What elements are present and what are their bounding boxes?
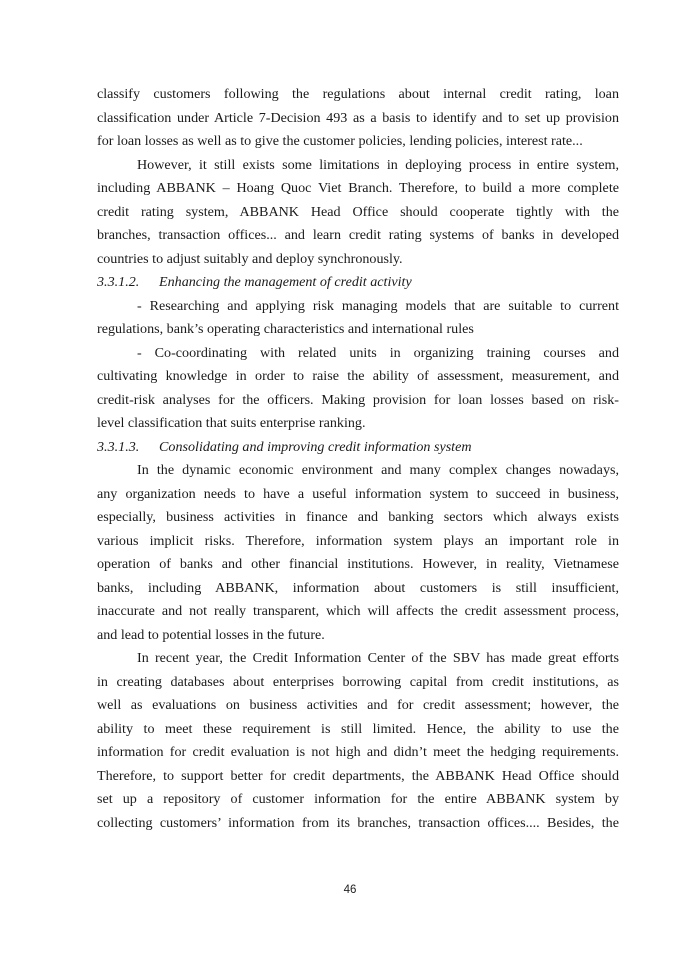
text-line: regulations, bank’s operating characteristics and international rules bbox=[97, 321, 474, 337]
text-line: cultivating knowledge in order to raise the ability of assessment, measurement, and bbox=[97, 368, 619, 384]
text-line: credit-risk analyses for the officers. Making provision for loan losses based on risk- bbox=[97, 391, 619, 408]
paragraph-5 bbox=[97, 459, 619, 647]
text-line: banks, including ABBANK, information about customers is still insufficient, bbox=[97, 579, 619, 596]
page-number: 46 bbox=[343, 884, 357, 896]
section-heading-3-3-1-3 bbox=[97, 436, 619, 460]
text-line: level classification that suits enterprise ranking. bbox=[97, 415, 366, 431]
paragraph-1 bbox=[97, 83, 619, 154]
text-line: operation of banks and other financial institutions. However, in reality, Vietnamese bbox=[97, 556, 619, 572]
paragraph-4 bbox=[97, 342, 619, 436]
text-line: credit rating system, ABBANK Head Office should cooperate tightly with the bbox=[97, 203, 619, 220]
section-title: Enhancing the management of credit activity bbox=[159, 274, 412, 290]
section-heading-3-3-1-2 bbox=[97, 271, 619, 295]
text-line: set up a repository of customer information for the entire ABBANK system by bbox=[97, 791, 619, 807]
text-line: classify customers following the regulations about internal credit rating, loan bbox=[97, 86, 619, 102]
text-line: - Co-coordinating with related units in organizing training courses and bbox=[137, 344, 619, 361]
text-line: including ABBANK – Hoang Quoc Viet Branch. Therefore, to build a more complete bbox=[97, 180, 619, 196]
text-line: In recent year, the Credit Information Center of the SBV has made great efforts bbox=[137, 650, 619, 666]
text-line: any organization needs to have a useful information system to succeed in business, bbox=[97, 485, 619, 502]
text-line: countries to adjust suitably and deploy synchronously. bbox=[97, 250, 403, 267]
paragraph-2 bbox=[97, 154, 619, 272]
text-line: in creating databases about enterprises borrowing capital from credit institutions, as bbox=[97, 673, 619, 690]
paragraph-3 bbox=[97, 295, 619, 342]
text-line: inaccurate and not really transparent, which will affects the credit assessment process, bbox=[97, 603, 619, 619]
text-line: branches, transaction offices... and learn credit rating systems of banks in developed bbox=[97, 227, 619, 243]
text-line: ability to meet these requirement is still limited. Hence, the ability to use the bbox=[97, 720, 619, 737]
text-line: and lead to potential losses in the future. bbox=[97, 626, 325, 643]
text-line: collecting customers’ information from its branches, transaction offices.... Besides, the bbox=[97, 814, 619, 831]
text-line: Therefore, to support better for credit departments, the ABBANK Head Office should bbox=[97, 767, 619, 784]
paragraph-6 bbox=[97, 647, 619, 835]
section-number: 3.3.1.2. bbox=[97, 274, 140, 290]
text-line: especially, business activities in finance and banking sectors which always exists bbox=[97, 509, 619, 525]
text-line: for loan losses as well as to give the customer policies, lending policies, interest rate... bbox=[97, 133, 583, 149]
section-number: 3.3.1.3. bbox=[97, 438, 140, 455]
section-title: Consolidating and improving credit information system bbox=[159, 438, 472, 455]
text-line: - Researching and applying risk managing models that are suitable to current bbox=[137, 297, 619, 314]
text-line: classification under Article 7-Decision 493 as a basis to identify and to set up provision bbox=[97, 109, 619, 126]
document-body bbox=[97, 83, 619, 835]
text-line: various implicit risks. Therefore, information system plays an important role in bbox=[97, 532, 619, 549]
text-line: well as evaluations on business activities and for credit assessment; however, the bbox=[97, 697, 619, 713]
text-line: However, it still exists some limitations in deploying process in entire system, bbox=[137, 156, 619, 173]
text-line: information for credit evaluation is not high and didn’t meet the hedging requirements. bbox=[97, 744, 619, 760]
text-line: In the dynamic economic environment and many complex changes nowadays, bbox=[137, 462, 619, 478]
